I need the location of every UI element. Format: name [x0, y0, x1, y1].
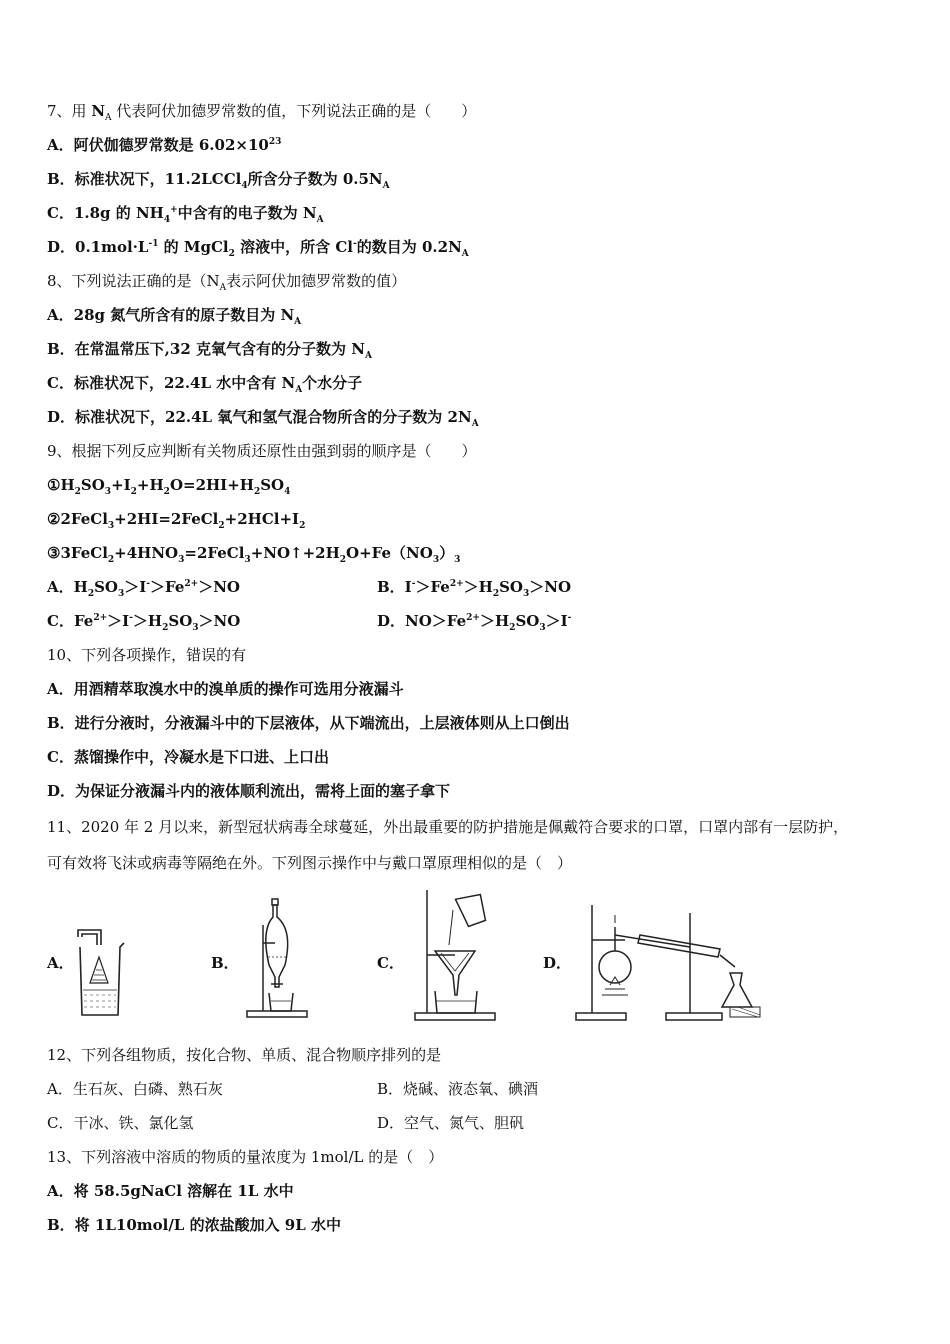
formula-part: =2FeCl: [184, 544, 245, 562]
figure-c-filtration: [405, 885, 515, 1025]
q9-reaction-3: [47, 543, 460, 563]
figure-d-distillation: [570, 885, 770, 1025]
formula-part: 2+: [93, 613, 108, 623]
q10-a-text: A．用酒精萃取溴水中的溴单质的操作可选用分液漏斗: [47, 680, 404, 698]
formula-part: +NO↑+2H: [250, 544, 340, 562]
q7-d-sup-2: -: [353, 239, 357, 249]
q7-d-text-3: 溶液中，所含 Cl: [234, 238, 353, 256]
q7-c-text-2: 中含有的电子数为 N: [177, 204, 317, 222]
q7-d-text: D．0.1mol·L: [47, 238, 149, 256]
q13-b-text: B．将 1L10mol/L 的浓盐酸加入 9L 水中: [47, 1216, 342, 1234]
q9-reaction-1: [47, 475, 290, 495]
formula-part: ＞Fe: [150, 578, 185, 596]
formula-part: 2: [253, 487, 261, 497]
formula-part: -: [129, 613, 133, 623]
q11-label-a: A．: [47, 954, 74, 972]
q7-d-sub-2: A: [461, 249, 469, 259]
q9-reaction-2: [47, 509, 305, 529]
q7-option-a: [47, 135, 281, 155]
formula-part: ）: [439, 544, 455, 562]
q10-stem: [47, 645, 246, 665]
q13-stem-text: 13、下列溶液中溶质的物质的量浓度为 1mol/L 的是（ ）: [47, 1148, 444, 1166]
formula-part: SO: [515, 612, 540, 630]
formula-part: +4HNO: [114, 544, 179, 562]
q7-b-text-2: 所含分子数为 0.5N: [247, 170, 383, 188]
q12-option-c: [47, 1113, 193, 1133]
q7-c-sub-2: A: [316, 215, 324, 225]
q11-stem-text: 11、2020 年 2 月以来，新型冠状病毒全球蔓延，外出最重要的防护措施是佩戴符合要求的口罩，口罩内部有一层防护，: [47, 818, 849, 836]
q8-stem-sub: A: [219, 283, 227, 293]
formula-part: 2+: [184, 579, 199, 589]
q8-b-text: B．在常温常压下,32 克氧气含有的分子数为 N: [47, 340, 365, 358]
formula-part: ①H: [47, 476, 75, 494]
formula-part: 2: [299, 521, 306, 531]
q8-c-text-2: 个水分子: [302, 374, 363, 392]
q7-d-sup: -1: [148, 239, 159, 249]
formula-part: 2: [107, 555, 115, 565]
figure-a-filter-apparatus: [70, 885, 130, 1025]
q7-c-text: C．1.8g 的 NH: [47, 204, 164, 222]
formula-part: 3: [539, 623, 546, 633]
q7-d-text-2: 的 MgCl: [158, 238, 229, 256]
formula-part: 2+: [449, 579, 464, 589]
formula-part: 3: [192, 623, 199, 633]
q7-na: N: [91, 102, 106, 120]
formula-part: 2: [162, 623, 169, 633]
formula-part: O=2HI+H: [169, 476, 254, 494]
q7-option-b: [47, 169, 390, 189]
q13-a-text: A．将 58.5gNaCl 溶解在 1L 水中: [47, 1182, 294, 1200]
q10-stem-text: 10、下列各项操作，错误的有: [47, 646, 247, 664]
formula-part: SO: [168, 612, 193, 630]
q11-label-c: C．: [377, 954, 404, 972]
q9-option-c: [47, 611, 240, 631]
q9-option-b: [377, 577, 571, 597]
q8-stem: [47, 271, 406, 291]
q12-option-a: [47, 1079, 223, 1099]
q12-b-text: B．烧碱、液态氧、碘酒: [377, 1080, 539, 1098]
q10-c-text: C．蒸馏操作中，冷凝水是下口进、上口出: [47, 748, 329, 766]
formula-part: SO: [80, 476, 105, 494]
q8-d-sub: A: [471, 419, 479, 429]
q10-d-text: D．为保证分液漏斗内的液体顺利流出，需将上面的塞子拿下: [47, 782, 451, 800]
q8-a-text: A．28g 氮气所含有的原子数目为 N: [47, 306, 295, 324]
q11-stem-line-1: [47, 817, 848, 837]
formula-part: 2: [339, 555, 347, 565]
formula-part: +H: [136, 476, 164, 494]
formula-part: +I: [111, 476, 131, 494]
formula-part: 4: [284, 487, 291, 497]
q12-c-text: C．干冰、铁、氯化氢: [47, 1114, 194, 1132]
q7-option-d: [47, 237, 469, 257]
q8-option-c: [47, 373, 362, 393]
formula-part: 3: [107, 521, 115, 531]
formula-part: ＞NO: [198, 612, 241, 630]
formula-part: 3: [104, 487, 112, 497]
formula-part: 2: [74, 487, 81, 497]
formula-part: 3: [117, 589, 125, 599]
q9-stem: [47, 441, 477, 461]
q10-option-c: [47, 747, 329, 767]
q8-stem-text-2: 表示阿伏加德罗常数的值）: [226, 272, 407, 290]
figure-b-separatory-funnel: [235, 885, 315, 1025]
formula-part: +2HCl+I: [224, 510, 300, 528]
formula-part: SO: [260, 476, 285, 494]
formula-part: ＞I: [124, 578, 147, 596]
formula-part: -: [146, 579, 151, 589]
q12-d-text: D．空气、氮气、胆矾: [377, 1114, 525, 1132]
formula-part: B．I: [377, 578, 412, 596]
q7-b-text: B．标准状况下，11.2LCCl: [47, 170, 242, 188]
q8-a-sub: A: [294, 317, 302, 327]
q7-b-sub-2: A: [382, 181, 390, 191]
formula-part: ＞NO: [529, 578, 572, 596]
q8-stem-text: 8、下列说法正确的是（N: [47, 272, 220, 290]
formula-part: 2: [87, 589, 95, 599]
q12-a-text: A．生石灰、白磷、熟石灰: [47, 1080, 223, 1098]
formula-part: ＞H: [463, 578, 493, 596]
q8-b-sub: A: [364, 351, 372, 361]
formula-part: 3: [432, 555, 440, 565]
q11-stem-text-2: 可有效将飞沫或病毒等隔绝在外。下列图示操作中与戴口罩原理相似的是（ ）: [47, 854, 573, 872]
formula-part: ＞H: [479, 612, 510, 630]
formula-part: 3: [244, 555, 251, 565]
q7-c-sub: 4: [163, 215, 171, 225]
formula-part: SO: [94, 578, 118, 596]
q8-d-text: D．标准状况下，22.4L 氧气和氢气混合物所含的分子数为 2N: [47, 408, 472, 426]
formula-part: -: [567, 613, 572, 623]
formula-part: SO: [499, 578, 523, 596]
q11-label-d: D．: [543, 954, 572, 972]
q12-stem-text: 12、下列各组物质，按化合物、单质、混合物顺序排列的是: [47, 1046, 442, 1064]
formula-part: 2: [492, 589, 500, 599]
q12-option-d: [377, 1113, 524, 1133]
q7-a-text: A．阿伏伽德罗常数是 6.02×10: [47, 136, 269, 154]
formula-part: 2: [218, 521, 225, 531]
q13-option-b: [47, 1215, 341, 1235]
q11-label-b: B．: [211, 954, 239, 972]
formula-part: 3: [523, 589, 530, 599]
q7-stem-text-2: 代表阿伏加德罗常数的值，下列说法正确的是（ ）: [111, 102, 477, 120]
q7-stem-text: 7、用: [47, 102, 92, 120]
formula-part: ＞I: [107, 612, 130, 630]
formula-part: 3: [178, 555, 185, 565]
formula-part: 3: [454, 555, 461, 565]
formula-part: ＞NO: [198, 578, 240, 596]
q7-stem: [47, 101, 476, 121]
formula-part: 2+: [466, 613, 480, 623]
q11-stem-line-2: [47, 853, 572, 873]
q7-d-sub: 2: [228, 249, 235, 259]
q7-a-sup: 23: [268, 137, 282, 147]
q9-option-d: [377, 611, 571, 631]
formula-part: O+Fe（NO: [346, 544, 433, 562]
formula-part: +2HI=2FeCl: [114, 510, 219, 528]
q8-c-sub: A: [295, 385, 303, 395]
q13-option-a: [47, 1181, 294, 1201]
formula-part: ③3FeCl: [47, 544, 108, 562]
q10-option-d: [47, 781, 450, 801]
formula-part: ②2FeCl: [47, 510, 108, 528]
formula-part: C．Fe: [47, 612, 94, 630]
formula-part: 2: [509, 623, 516, 633]
q13-stem: [47, 1147, 443, 1167]
q8-c-text: C．标准状况下，22.4L 水中含有 N: [47, 374, 296, 392]
q8-option-d: [47, 407, 479, 427]
q8-option-b: [47, 339, 372, 359]
q9-stem-text: 9、根据下列反应判断有关物质还原性由强到弱的顺序是（ ）: [47, 442, 477, 460]
formula-part: ＞H: [132, 612, 163, 630]
formula-part: ＞I: [545, 612, 568, 630]
formula-part: -: [411, 579, 416, 589]
q7-na-sub: A: [105, 113, 112, 123]
q10-b-text: B．进行分液时，分液漏斗中的下层液体，从下端流出，上层液体则从上口倒出: [47, 714, 570, 732]
formula-part: ＞Fe: [415, 578, 450, 596]
q7-option-c: [47, 203, 324, 223]
q7-d-text-4: 的数目为 0.2N: [356, 238, 462, 256]
formula-part: D．NO＞Fe: [377, 612, 467, 630]
q7-c-sup: +: [170, 205, 178, 215]
q7-b-sub: 4: [241, 181, 248, 191]
q12-option-b: [377, 1079, 538, 1099]
q12-stem: [47, 1045, 441, 1065]
q9-option-a: [47, 577, 240, 597]
q8-option-a: [47, 305, 301, 325]
q10-option-a: [47, 679, 404, 699]
formula-part: A．H: [47, 578, 88, 596]
q10-option-b: [47, 713, 570, 733]
formula-part: 2: [130, 487, 137, 497]
formula-part: 2: [163, 487, 170, 497]
